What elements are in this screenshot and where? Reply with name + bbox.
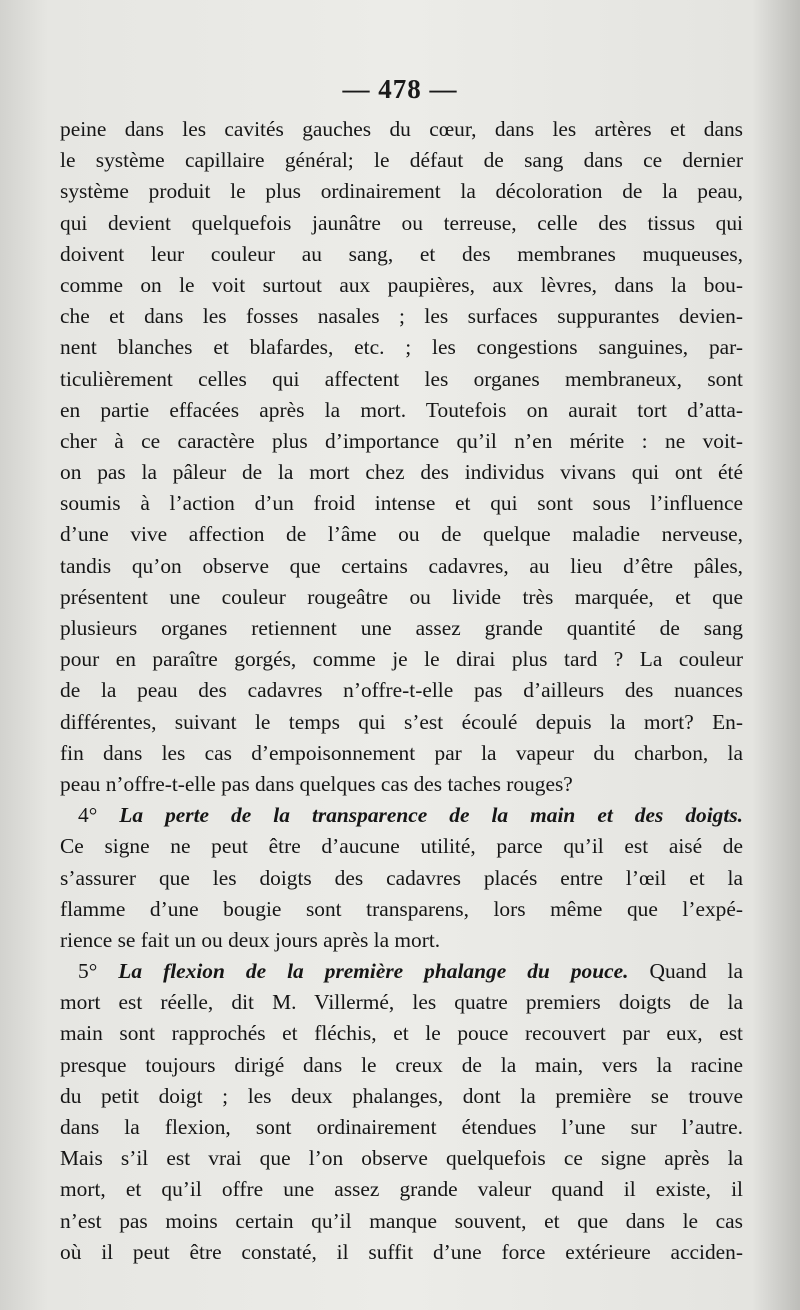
text-line: du petit doigt ; les deux phalanges, dont la première se trouve (60, 1083, 743, 1108)
text-line: nent blanches et blafardes, etc. ; les congestions sanguines, par- (60, 335, 743, 360)
page-number: — 478 — (342, 74, 458, 104)
text-line: Mais s’il est vrai que l’on observe quelquefois ce signe après la (60, 1146, 743, 1171)
text-line: peau n’offre-t-elle pas dans quelques cas des taches rouges? (60, 771, 573, 796)
text-line: pour en paraître gorgés, comme je le dirai plus tard ? La couleur (60, 647, 743, 672)
text-line: fin dans les cas d’empoisonnement par la vapeur du charbon, la (60, 740, 743, 765)
text-line: ticulièrement celles qui affectent les organes membraneux, sont (60, 366, 743, 391)
text-line: on pas la pâleur de la mort chez des individus vivans qui ont été (60, 460, 743, 485)
text-line: différentes, suivant le temps qui s’est écoulé depuis la mort? En- (60, 709, 743, 734)
text-line: peine dans les cavités gauches du cœur, dans les artères et dans (60, 117, 743, 141)
item-5-heading-line (60, 956, 743, 987)
text-line: che et dans les fosses nasales ; les surfaces suppurantes devien- (60, 304, 743, 329)
text-line: d’une vive affection de l’âme ou de quelque maladie nerveuse, (60, 522, 743, 547)
text-line: où il peut être constaté, il suffit d’une force extérieure acciden- (60, 1239, 743, 1264)
text-line: presque toujours dirigé dans le creux de la main, vers la racine (60, 1052, 743, 1077)
text-line: dans la flexion, sont ordinairement étendues l’une sur l’autre. (60, 1115, 743, 1139)
item-4-heading: La perte de la transparence de la main et des doigts. (119, 803, 743, 828)
text-line: cher à ce caractère plus d’importance qu’il n’en mérite : ne voit- (60, 428, 743, 453)
item-5-number: 5° (78, 959, 98, 984)
text-line: de la peau des cadavres n’offre-t-elle pas d’ailleurs des nuances (60, 678, 743, 703)
text-line: mort, et qu’il offre une assez grande valeur quand il existe, il (60, 1177, 743, 1202)
text-line: plusieurs organes retiennent une assez grande quantité de sang (60, 616, 743, 640)
text-line: le système capillaire général; le défaut de sang dans ce dernier (60, 148, 743, 173)
text-line: tandis qu’on observe que certains cadavres, au lieu d’être pâles, (60, 553, 743, 578)
item-4-number: 4° (78, 803, 98, 828)
text-line: s’assurer que les doigts des cadavres placés entre l’œil et la (60, 865, 743, 890)
text-line: main sont rapprochés et fléchis, et le pouce recouvert par eux, est (60, 1021, 743, 1046)
body-text (60, 114, 743, 1268)
text-line: qui devient quelquefois jaunâtre ou terreuse, celle des tissus qui (60, 210, 743, 235)
text-line: comme on le voit surtout aux paupières, aux lèvres, dans la bou- (60, 272, 743, 297)
text-line: mort est réelle, dit M. Villermé, les quatre premiers doigts de la (60, 990, 743, 1015)
item-4-heading-line (60, 800, 743, 831)
text-line: soumis à l’action d’un froid intense et qui sont sous l’influence (60, 491, 743, 516)
text-line: doivent leur couleur au sang, et des membranes muqueuses, (60, 241, 743, 266)
text-line: système produit le plus ordinairement la décoloration de la peau, (60, 179, 743, 204)
text-line: flamme d’une bougie sont transparens, lors même que l’expé- (60, 896, 743, 921)
item-5-heading: La flexion de la première phalange du pouce. (118, 959, 629, 984)
text-line: présentent une couleur rougeâtre ou livide très marquée, et que (60, 584, 743, 609)
text-line: en partie effacées après la mort. Toutefois on aurait tort d’atta- (60, 397, 743, 422)
text-line: rience se fait un ou deux jours après la mort. (60, 927, 441, 952)
text-line: Ce signe ne peut être d’aucune utilité, parce qu’il est aisé de (60, 834, 743, 859)
item-5-text: Quand la (649, 959, 743, 984)
text-line: n’est pas moins certain qu’il manque souvent, et que dans le cas (60, 1208, 743, 1233)
